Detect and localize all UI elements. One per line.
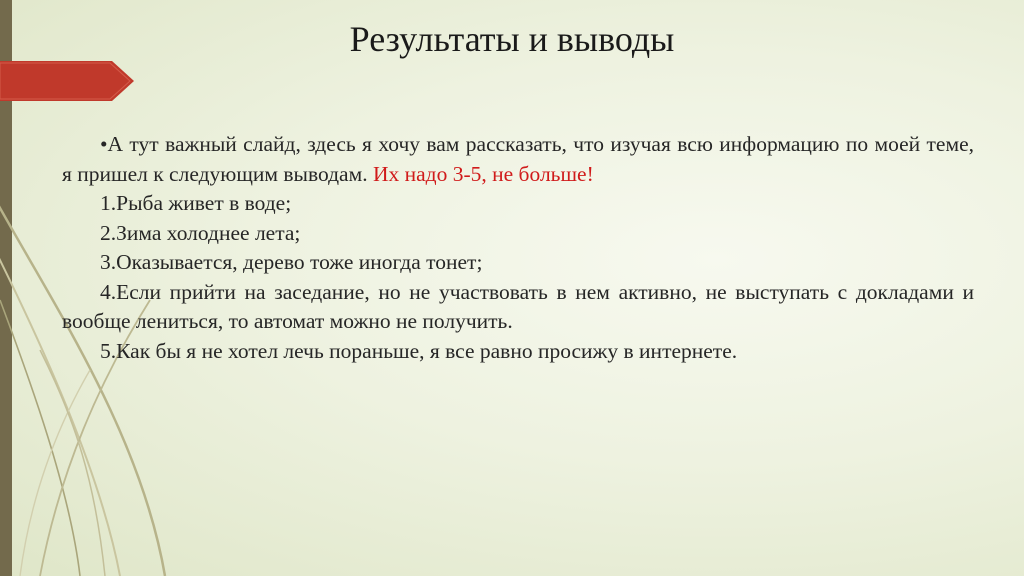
conclusion-item-1: 1.Рыба живет в воде; [100,191,292,215]
conclusion-item-3: 3.Оказывается, дерево тоже иногда тонет; [100,250,483,274]
slide-title: Результаты и выводы [349,19,675,59]
intro-highlight: Их надо 3-5, не больше! [372,161,594,186]
slide-body [62,130,974,366]
intro-text: •А тут важный слайд, здесь я хочу вам рассказать, что изучая всю информацию по моей теме, я пришел к следующим выводам. [62,132,974,186]
conclusion-item-4: 4.Если прийти на заседание, но не участвовать в нем активно, не выступать с докладами и вообще лениться, то автомат можно не получить. [62,279,974,333]
title-accent-arrow [0,61,134,101]
conclusion-item-2: 2.Зима холоднее лета; [100,220,301,245]
conclusion-item-5: 5.Как бы я не хотел лечь пораньше, я все равно просижу в интернете. [100,338,738,363]
intro-paragraph [62,130,974,189]
